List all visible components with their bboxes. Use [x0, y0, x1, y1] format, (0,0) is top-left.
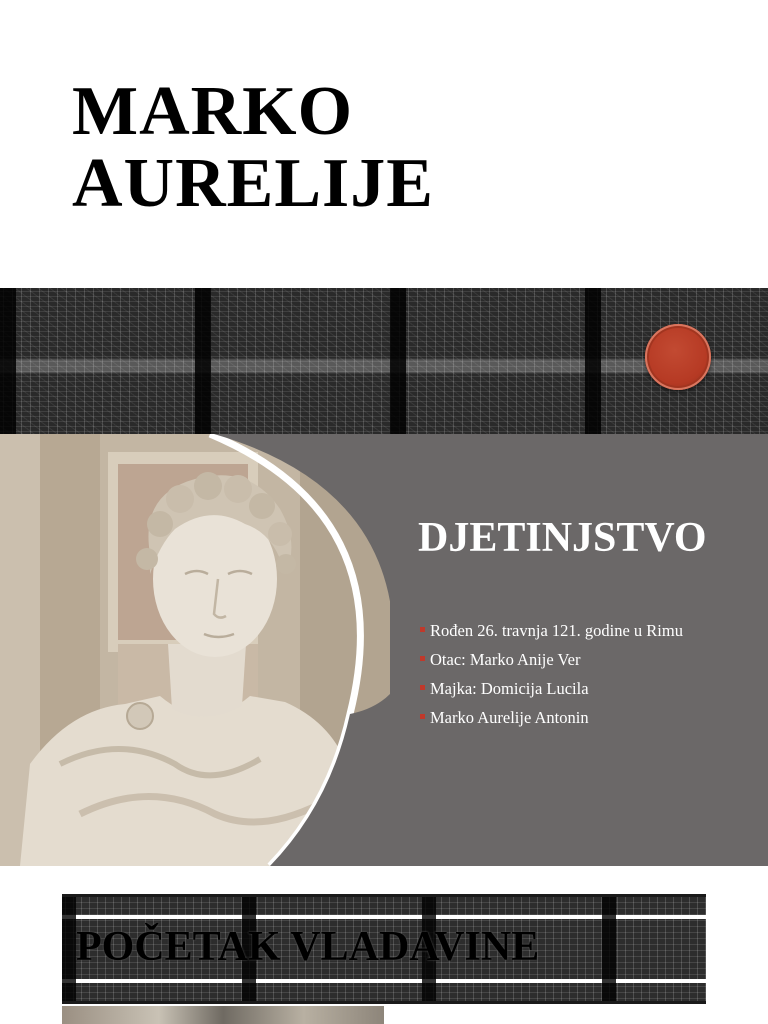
bullet-icon — [420, 714, 425, 719]
decorative-disc — [645, 324, 711, 390]
section-heading: POČETAK VLADAVINE — [76, 924, 540, 970]
djetinjstvo-slide — [0, 288, 768, 866]
bullet-icon — [420, 656, 425, 661]
main-title: MARKO AURELIJE — [72, 73, 434, 222]
slide-photo — [62, 1006, 384, 1024]
marble-bust-image — [0, 434, 390, 866]
list-item — [420, 649, 720, 670]
bullet-text: Rođen 26. travnja 121. godine u Rimu — [430, 621, 683, 640]
title-banner — [62, 894, 706, 1004]
list-item — [420, 620, 720, 641]
bullet-text: Marko Aurelije Antonin — [430, 708, 589, 727]
title-slide — [0, 0, 768, 288]
list-item — [420, 707, 720, 728]
pocetak-vladavine-slide — [0, 866, 768, 1024]
bust-photo — [0, 434, 390, 866]
bullet-text: Otac: Marko Anije Ver — [430, 650, 581, 669]
bullet-text: Majka: Domicija Lucila — [430, 679, 589, 698]
bullet-icon — [420, 627, 425, 632]
list-item — [420, 678, 720, 699]
section-heading: DJETINJSTVO — [418, 515, 707, 561]
bullet-list — [420, 620, 720, 736]
bullet-icon — [420, 685, 425, 690]
